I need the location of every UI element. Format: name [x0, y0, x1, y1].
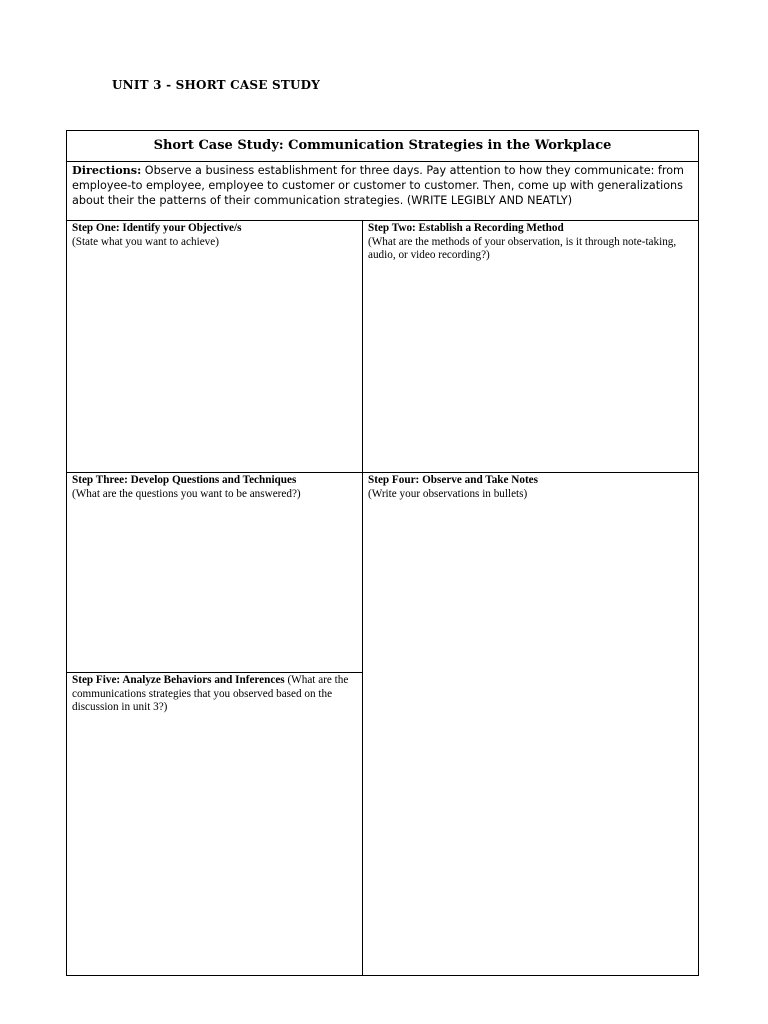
unit-heading: UNIT 3 - SHORT CASE STUDY	[112, 78, 321, 92]
step-four-title: Step Four: Observe and Take Notes	[368, 474, 538, 486]
step-two-prompt: (What are the methods of your observation, is it through note-taking, audio, or video recording?)	[368, 235, 677, 261]
step-three-title: Step Three: Develop Questions and Techniques	[72, 474, 297, 486]
step-two-box[interactable]	[363, 221, 698, 472]
step-three-prompt: (What are the questions you want to be answered?)	[72, 487, 301, 500]
step-three-box[interactable]	[67, 473, 362, 672]
step-one-prompt: (State what you want to achieve)	[72, 235, 219, 248]
step-one-title: Step One: Identify your Objective/s	[72, 222, 242, 234]
directions-text: Observe a business establishment for three days. Pay attention to how they communicate: from employee-to employee, employee to customer or customer to customer. Then, come up with generalizations about their the patterns of their communication strategies. (WRITE LEGIBLY AND NEATLY)	[72, 164, 684, 207]
directions-label: Directions:	[72, 163, 142, 177]
step-one-box[interactable]	[67, 221, 362, 472]
step-five-prompt: (What are the communications strategies that you observed based on the discussion in unit 3?)	[72, 674, 349, 713]
step-five-title: Step Five: Analyze Behaviors and Inferences	[72, 674, 285, 686]
directions-box	[67, 161, 698, 221]
step-five-box[interactable]	[67, 673, 362, 975]
case-study-worksheet	[66, 130, 699, 976]
step-four-prompt: (Write your observations in bullets)	[368, 487, 528, 500]
step-two-title: Step Two: Establish a Recording Method	[368, 222, 564, 234]
worksheet-title: Short Case Study: Communication Strategies in the Workplace	[67, 131, 698, 162]
step-four-box[interactable]	[363, 473, 698, 975]
